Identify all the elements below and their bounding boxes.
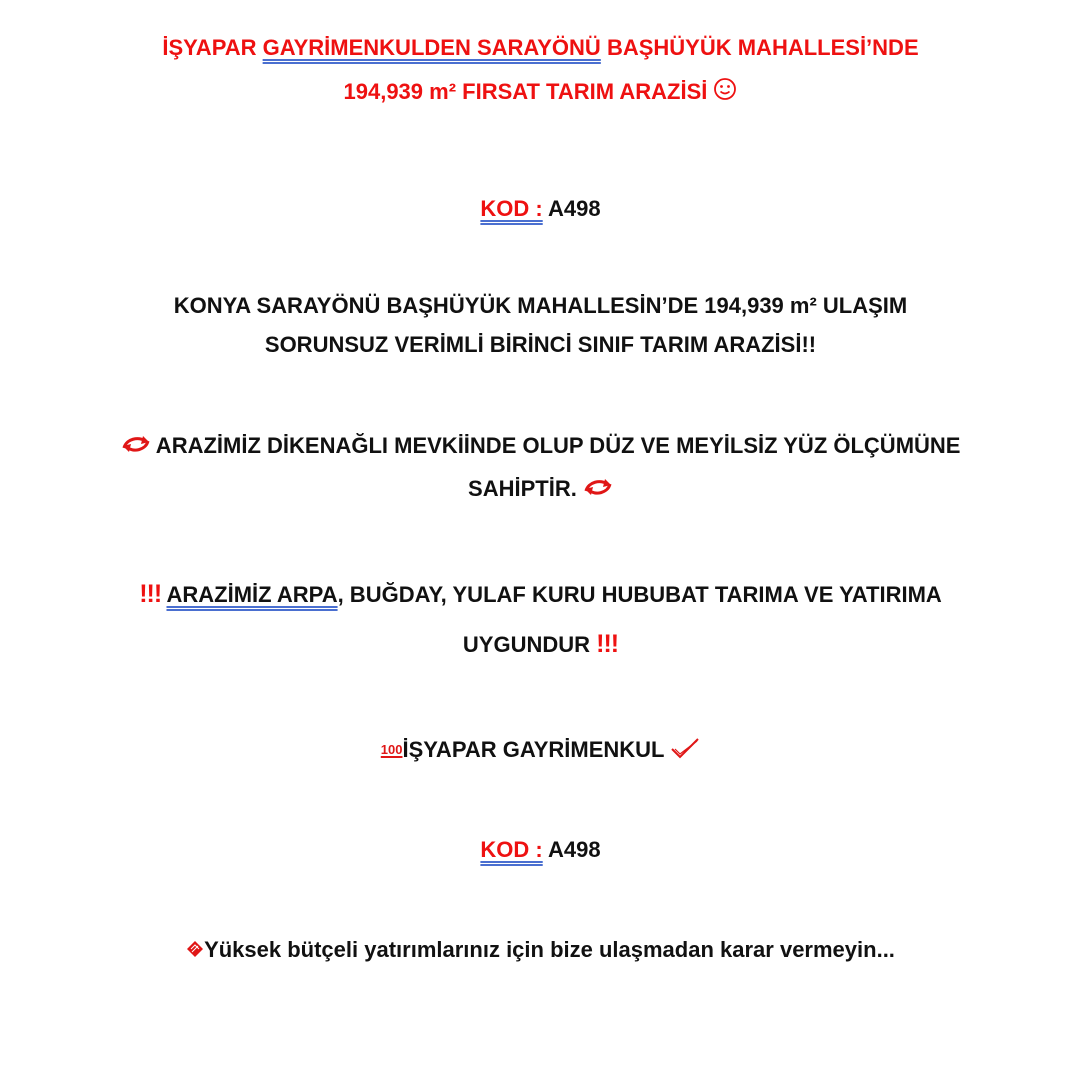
feature-2-line-1: [0, 580, 1081, 609]
exclamation-icon: !!!: [139, 580, 162, 608]
check-mark-icon: [670, 737, 700, 765]
title-prefix: İŞYAPAR: [162, 35, 263, 60]
smile-icon: [713, 77, 737, 107]
title-line-2: [0, 77, 1081, 107]
title-underlined-text: GAYRİMENKULDEN SARAYÖNÜ: [262, 35, 601, 60]
code-value: A498: [542, 196, 601, 221]
code-label: KOD :: [480, 196, 543, 221]
footer-line: [0, 937, 1081, 964]
feature-2-text: , BUĞDAY, YULAF KURU HUBUBAT TARIMA VE YATIRIMA: [337, 582, 942, 607]
diamond-icon: [186, 938, 204, 964]
feature-2-line-2: [0, 630, 1081, 659]
feature-1-line-1: [0, 433, 1081, 461]
brand-line: [0, 737, 1081, 765]
title-line-2-text: 194,939 m² FIRSAT TARIM ARAZİSİ: [343, 79, 714, 104]
swirl-arrow-icon: [583, 476, 613, 504]
feature-2-underlined: ARAZİMİZ ARPA: [166, 582, 338, 607]
title-line-1: [0, 35, 1081, 61]
feature-2-text-end: UYGUNDUR: [462, 632, 597, 657]
exclamation-icon: !!!: [596, 630, 619, 658]
description-line-1: KONYA SARAYÖNÜ BAŞHÜYÜK MAHALLESİN’DE 194,939 m² ULAŞIM: [173, 293, 908, 318]
swirl-arrow-icon: [121, 433, 151, 461]
footer-text: Yüksek bütçeli yatırımlarınız için bize ulaşmadan karar vermeyin...: [204, 937, 895, 962]
description-line-2: SORUNSUZ VERİMLİ BİRİNCİ SINIF TARIM ARAZİSİ!!: [264, 332, 817, 357]
title-suffix: BAŞHÜYÜK MAHALLESİ’NDE: [600, 35, 919, 60]
hundred-points-icon: 100: [380, 742, 403, 757]
feature-1-text: ARAZİMİZ DİKENAĞLI MEVKİİNDE OLUP DÜZ VE MEYİLSİZ YÜZ ÖLÇÜMÜNE: [150, 433, 961, 458]
code-line-bottom: [0, 837, 1081, 863]
code-line-top: [0, 196, 1081, 222]
feature-1-line-2: [0, 476, 1081, 504]
code-value: A498: [542, 837, 601, 862]
code-label: KOD :: [480, 837, 543, 862]
feature-1-text-end: SAHİPTİR.: [468, 476, 583, 501]
brand-name: İŞYAPAR GAYRİMENKUL: [402, 737, 671, 762]
